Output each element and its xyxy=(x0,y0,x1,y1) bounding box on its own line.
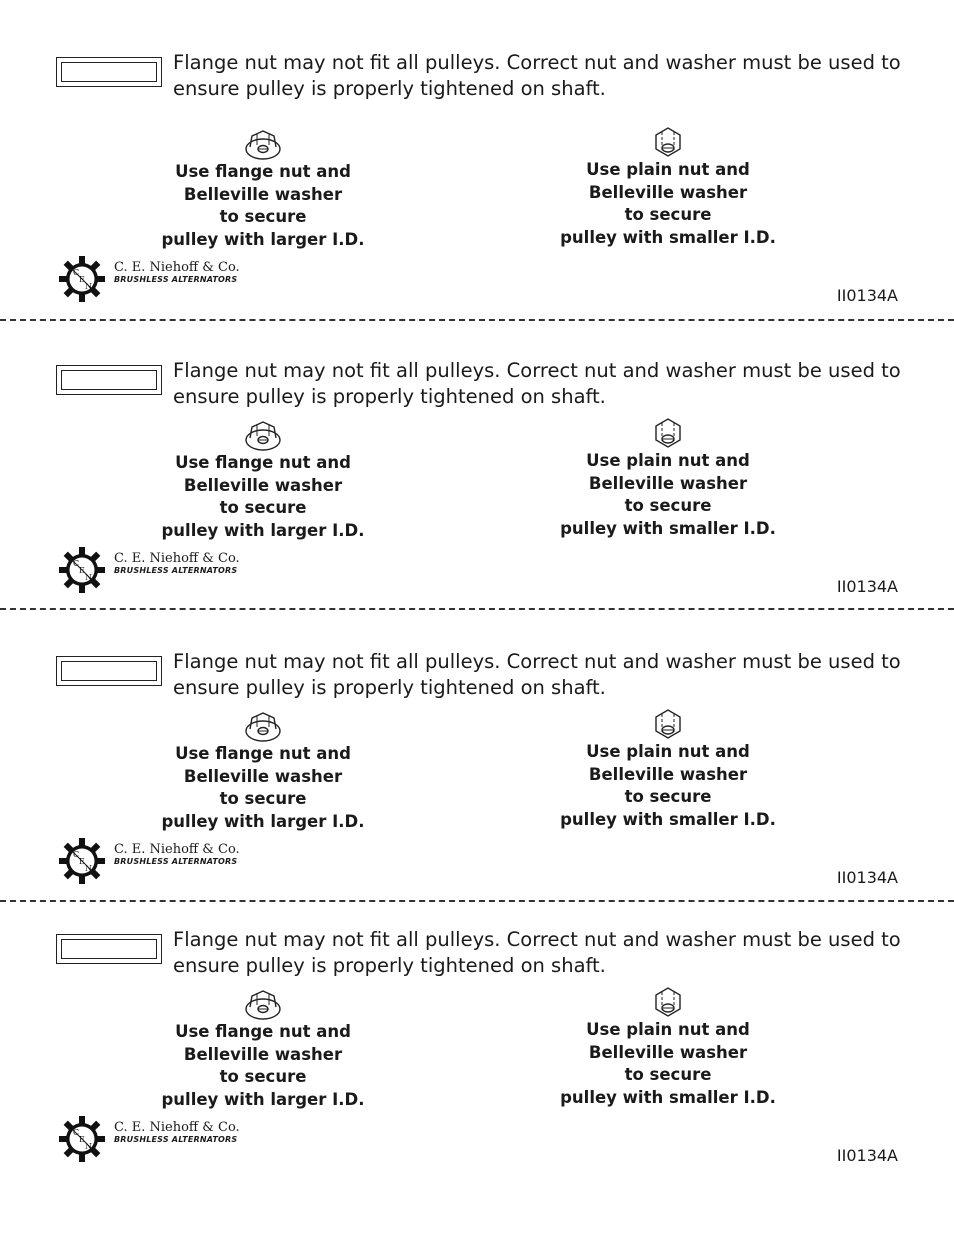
cut-line-1 xyxy=(0,319,954,321)
flange-nut-block xyxy=(133,125,393,251)
flange-line-3: to secure xyxy=(219,789,307,808)
plain-line-4: pulley with smaller I.D. xyxy=(560,809,776,829)
flange-nut-block xyxy=(133,707,393,833)
plain-nut-icon xyxy=(648,414,688,454)
svg-text:E: E xyxy=(79,275,85,284)
flange-nut-icon xyxy=(243,707,283,747)
svg-text:C: C xyxy=(73,1128,80,1137)
flange-line-4: pulley with larger I.D. xyxy=(161,520,365,540)
plain-line-4: pulley with smaller I.D. xyxy=(560,1087,776,1107)
plain-line-4: pulley with smaller I.D. xyxy=(560,227,776,247)
company-name: C. E. Niehoff & Co. xyxy=(114,260,240,275)
plain-line-3: to secure xyxy=(624,496,712,515)
svg-text:N: N xyxy=(85,864,92,873)
company-name: C. E. Niehoff & Co. xyxy=(114,551,240,566)
plain-line-3: to secure xyxy=(624,787,712,806)
flange-line-2: Belleville washer xyxy=(183,766,343,786)
plain-nut-icon xyxy=(648,983,688,1023)
plain-line-2: Belleville washer xyxy=(588,182,748,202)
flange-line-3: to secure xyxy=(219,498,307,517)
warning-text: Flange nut may not fit all pulleys. Correct nut and washer must be used to ensure pulley is properly tightened on shaft. xyxy=(173,650,901,699)
warning-text: Flange nut may not fit all pulleys. Correct nut and washer must be used to ensure pulley is properly tightened on shaft. xyxy=(173,928,901,977)
flange-nut-block xyxy=(133,985,393,1111)
company-logo xyxy=(58,1115,258,1163)
flange-nut-icon xyxy=(243,985,283,1025)
flange-line-3: to secure xyxy=(219,207,307,226)
svg-text:E: E xyxy=(79,566,85,575)
svg-text:E: E xyxy=(79,1135,85,1144)
flange-line-2: Belleville washer xyxy=(183,184,343,204)
flange-nut-block xyxy=(133,416,393,542)
flange-line-4: pulley with larger I.D. xyxy=(161,229,365,249)
notice-box xyxy=(56,656,162,686)
svg-text:C: C xyxy=(73,559,80,568)
part-code: II0134A xyxy=(836,286,898,305)
plain-line-1: Use plain nut and xyxy=(586,1020,750,1039)
company-name: C. E. Niehoff & Co. xyxy=(114,1120,240,1135)
warning-text: Flange nut may not fit all pulleys. Correct nut and washer must be used to ensure pulley is properly tightened on shaft. xyxy=(173,51,901,100)
flange-line-1: Use flange nut and xyxy=(175,453,351,472)
cut-line-2 xyxy=(0,608,954,610)
part-code: II0134A xyxy=(836,1146,898,1165)
flange-line-1: Use flange nut and xyxy=(175,1022,351,1041)
svg-text:N: N xyxy=(85,282,92,291)
notice-box xyxy=(56,57,162,87)
flange-nut-icon xyxy=(243,416,283,456)
svg-text:E: E xyxy=(79,857,85,866)
company-tagline: BRUSHLESS ALTERNATORS xyxy=(114,275,238,284)
company-logo xyxy=(58,546,258,594)
plain-line-1: Use plain nut and xyxy=(586,160,750,179)
company-tagline: BRUSHLESS ALTERNATORS xyxy=(114,857,238,866)
notice-box xyxy=(56,934,162,964)
plain-nut-icon xyxy=(648,123,688,163)
warning-text: Flange nut may not fit all pulleys. Correct nut and washer must be used to ensure pulley is properly tightened on shaft. xyxy=(173,359,901,408)
part-code: II0134A xyxy=(836,577,898,596)
plain-line-2: Belleville washer xyxy=(588,764,748,784)
flange-line-1: Use flange nut and xyxy=(175,162,351,181)
flange-line-3: to secure xyxy=(219,1067,307,1086)
flange-line-4: pulley with larger I.D. xyxy=(161,1089,365,1109)
plain-line-2: Belleville washer xyxy=(588,1042,748,1062)
plain-nut-block xyxy=(538,123,798,249)
plain-line-3: to secure xyxy=(624,205,712,224)
company-name: C. E. Niehoff & Co. xyxy=(114,842,240,857)
flange-line-2: Belleville washer xyxy=(183,1044,343,1064)
company-logo xyxy=(58,837,258,885)
svg-text:C: C xyxy=(73,268,80,277)
flange-line-2: Belleville washer xyxy=(183,475,343,495)
company-tagline: BRUSHLESS ALTERNATORS xyxy=(114,566,238,575)
flange-line-1: Use flange nut and xyxy=(175,744,351,763)
cen-gear-logo-icon xyxy=(58,837,106,885)
svg-text:N: N xyxy=(85,1142,92,1151)
company-tagline: BRUSHLESS ALTERNATORS xyxy=(114,1135,238,1144)
part-code: II0134A xyxy=(836,868,898,887)
plain-nut-icon xyxy=(648,705,688,745)
plain-line-2: Belleville washer xyxy=(588,473,748,493)
notice-box xyxy=(56,365,162,395)
plain-line-4: pulley with smaller I.D. xyxy=(560,518,776,538)
plain-line-1: Use plain nut and xyxy=(586,451,750,470)
flange-line-4: pulley with larger I.D. xyxy=(161,811,365,831)
plain-line-3: to secure xyxy=(624,1065,712,1084)
flange-nut-icon xyxy=(243,125,283,165)
cut-line-3 xyxy=(0,900,954,902)
plain-nut-block xyxy=(538,705,798,831)
cen-gear-logo-icon xyxy=(58,1115,106,1163)
svg-text:C: C xyxy=(73,850,80,859)
plain-nut-block xyxy=(538,983,798,1109)
plain-nut-block xyxy=(538,414,798,540)
company-logo xyxy=(58,255,258,303)
plain-line-1: Use plain nut and xyxy=(586,742,750,761)
cen-gear-logo-icon xyxy=(58,255,106,303)
svg-text:N: N xyxy=(85,573,92,582)
cen-gear-logo-icon xyxy=(58,546,106,594)
